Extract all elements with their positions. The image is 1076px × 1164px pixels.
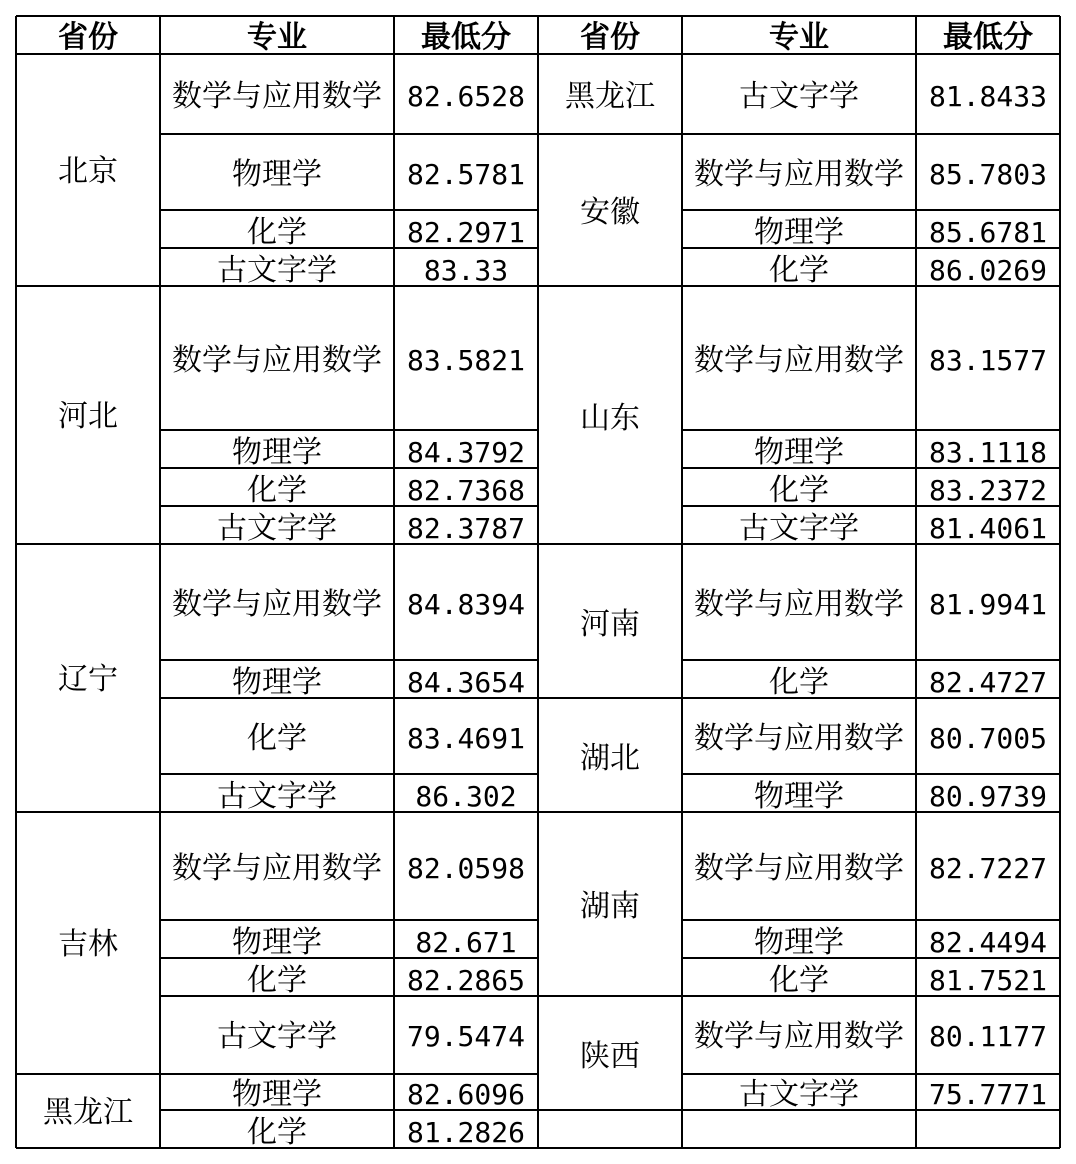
- major-cell: 数学与应用数学: [172, 79, 382, 114]
- score-cell: 82.5781: [406, 158, 526, 191]
- province-cell: 北京: [58, 154, 118, 189]
- major-cell: 物理学: [754, 779, 844, 814]
- score-cell: 82.671: [415, 926, 517, 959]
- province-cell: 河南: [580, 607, 640, 642]
- score-cell: 80.7005: [928, 722, 1048, 755]
- major-cell: 化学: [769, 473, 829, 508]
- major-cell: 数学与应用数学: [694, 1019, 904, 1054]
- major-cell: 化学: [769, 963, 829, 998]
- major-cell: 古文字学: [739, 79, 859, 114]
- province-cell: 河北: [58, 399, 118, 434]
- score-cell: 83.2372: [928, 474, 1048, 507]
- score-cell: 85.6781: [928, 216, 1048, 249]
- major-cell: 数学与应用数学: [694, 587, 904, 622]
- score-cell: 82.6528: [406, 80, 526, 113]
- score-cell: 82.6096: [406, 1078, 526, 1111]
- score-cell: 82.2971: [406, 216, 526, 249]
- province-cell: 吉林: [58, 927, 118, 962]
- left-major-column: [172, 79, 382, 1150]
- major-cell: 古文字学: [217, 779, 337, 814]
- province-cell: 安徽: [580, 195, 640, 230]
- score-cell: 83.4691: [406, 722, 526, 755]
- score-cell: 86.302: [415, 780, 517, 813]
- score-cell: 85.7803: [928, 158, 1048, 191]
- score-cell: 81.8433: [928, 80, 1048, 113]
- header-row: [58, 20, 1033, 55]
- score-cell: 82.2865: [406, 964, 526, 997]
- major-cell: 物理学: [232, 157, 322, 192]
- major-cell: 数学与应用数学: [172, 851, 382, 886]
- score-cell: 81.4061: [928, 512, 1048, 545]
- major-cell: 数学与应用数学: [172, 587, 382, 622]
- score-cell: 79.5474: [406, 1020, 526, 1053]
- score-cell: 75.7771: [928, 1078, 1048, 1111]
- header-score-left: 最低分: [421, 20, 511, 55]
- header-province-right: 省份: [580, 20, 640, 55]
- major-cell: 物理学: [754, 435, 844, 470]
- score-cell: 82.7227: [928, 852, 1048, 885]
- major-cell: 古文字学: [217, 253, 337, 288]
- province-cell: 湖北: [580, 741, 640, 776]
- score-cell: 83.33: [423, 254, 509, 287]
- major-cell: 数学与应用数学: [172, 343, 382, 378]
- major-cell: 化学: [247, 721, 307, 756]
- score-cell: 84.8394: [406, 588, 526, 621]
- score-cell: 80.9739: [928, 780, 1048, 813]
- major-cell: 物理学: [754, 215, 844, 250]
- right-province-column: [565, 79, 655, 1074]
- score-cell: 83.5821: [406, 344, 526, 377]
- major-cell: 数学与应用数学: [694, 343, 904, 378]
- major-cell: 数学与应用数学: [694, 851, 904, 886]
- major-cell: 数学与应用数学: [694, 157, 904, 192]
- province-cell: 黑龙江: [565, 79, 655, 114]
- score-cell: 84.3792: [406, 436, 526, 469]
- score-cell: 82.7368: [406, 474, 526, 507]
- major-cell: 物理学: [232, 435, 322, 470]
- major-cell: 古文字学: [217, 511, 337, 546]
- score-cell: 82.0598: [406, 852, 526, 885]
- score-cell: 81.7521: [928, 964, 1048, 997]
- province-cell: 湖南: [580, 889, 640, 924]
- major-cell: 物理学: [754, 925, 844, 960]
- score-cell: 84.3654: [406, 666, 526, 699]
- score-cell: 81.2826: [406, 1116, 526, 1149]
- header-score-right: 最低分: [943, 20, 1033, 55]
- major-cell: 化学: [247, 215, 307, 250]
- major-cell: 化学: [769, 665, 829, 700]
- major-cell: 古文字学: [739, 1077, 859, 1112]
- province-cell: 陕西: [580, 1039, 640, 1074]
- major-cell: 物理学: [232, 665, 322, 700]
- left-province-column: [43, 154, 133, 1130]
- score-cell: 81.9941: [928, 588, 1048, 621]
- major-cell: 物理学: [232, 925, 322, 960]
- header-major-left: 专业: [247, 20, 307, 55]
- score-cell: 86.0269: [928, 254, 1048, 287]
- header-major-right: 专业: [769, 20, 829, 55]
- major-cell: 物理学: [232, 1077, 322, 1112]
- score-cell: 83.1118: [928, 436, 1048, 469]
- score-cell: 83.1577: [928, 344, 1048, 377]
- score-cell: 82.4494: [928, 926, 1048, 959]
- score-cell: 82.4727: [928, 666, 1048, 699]
- left-score-column: [407, 80, 525, 1149]
- major-cell: 化学: [769, 253, 829, 288]
- province-cell: 辽宁: [58, 662, 118, 697]
- province-cell: 黑龙江: [43, 1095, 133, 1130]
- province-cell: 山东: [580, 401, 640, 436]
- score-cell: 80.1177: [928, 1020, 1048, 1053]
- major-cell: 化学: [247, 1115, 307, 1150]
- score-cell: 82.3787: [406, 512, 526, 545]
- major-cell: 数学与应用数学: [694, 721, 904, 756]
- header-province-left: 省份: [58, 20, 118, 55]
- major-cell: 古文字学: [217, 1019, 337, 1054]
- major-cell: 化学: [247, 473, 307, 508]
- major-cell: 化学: [247, 963, 307, 998]
- major-cell: 古文字学: [739, 511, 859, 546]
- right-score-column: [929, 80, 1047, 1111]
